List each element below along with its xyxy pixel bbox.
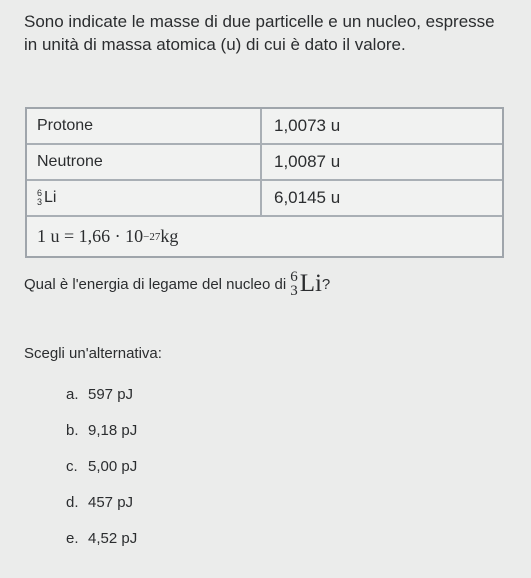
answer-text: 9,18 pJ [88, 421, 138, 439]
answer-letter: b. [66, 421, 79, 439]
answer-option-e[interactable] [66, 520, 137, 556]
lithium-big-indices [290, 270, 298, 298]
table-row-proton [27, 109, 502, 145]
answer-text: 597 pJ [88, 385, 134, 403]
lithium-big-symbol: Li [299, 270, 322, 297]
table-cell-lithium-value: 6,0145 u [274, 188, 341, 207]
answer-text: 5,00 pJ [88, 457, 138, 475]
lithium-nuclide-big [290, 270, 322, 298]
question-intro: Sono indicate le masse di due particelle e un nucleo, espresse in unità di massa atomica (u) di cui è dato il valore. [24, 12, 495, 54]
answer-option-a[interactable] [66, 376, 137, 412]
unit-definition-lhs: 1 u = 1,66 · 10 [37, 226, 144, 246]
table-cell-proton-label: Protone [27, 109, 262, 143]
unit-definition-unit: kg [160, 226, 179, 246]
answer-letter: a. [66, 385, 79, 403]
lithium-small-mass-number: 6 [37, 188, 43, 198]
answer-letter: d. [66, 493, 79, 511]
mass-table [25, 107, 504, 258]
question-mark: ? [321, 275, 331, 293]
lithium-small-symbol: Li [44, 189, 57, 206]
table-cell-lithium-label [27, 181, 262, 215]
table-cell-neutron-value: 1,0087 u [274, 152, 341, 171]
answer-options [66, 376, 137, 556]
table-row-neutron [27, 145, 502, 181]
answer-option-d[interactable] [66, 484, 137, 520]
answer-option-c[interactable] [66, 448, 137, 484]
lithium-nuclide-small [37, 189, 56, 207]
table-row-lithium [27, 181, 502, 217]
lithium-big-atomic-number: 3 [290, 283, 298, 299]
answer-letter: c. [66, 457, 78, 475]
lithium-big-mass-number: 6 [290, 269, 298, 285]
unit-definition-exponent: −27 [143, 230, 161, 243]
answer-text: 4,52 pJ [88, 529, 138, 547]
table-row-unit [27, 217, 502, 256]
question-text [24, 270, 514, 298]
lithium-small-indices [37, 189, 42, 207]
lithium-small-atomic-number: 3 [37, 197, 43, 207]
answer-letter: e. [66, 529, 79, 547]
table-cell-proton-value: 1,0073 u [274, 116, 341, 135]
table-cell-neutron-label: Neutrone [27, 145, 262, 179]
answer-text: 457 pJ [88, 493, 134, 511]
unit-definition [27, 217, 502, 256]
answer-option-b[interactable] [66, 412, 137, 448]
question-prompt: Qual è l'energia di legame del nucleo di [24, 275, 287, 293]
choose-label: Scegli un'alternativa: [24, 345, 162, 362]
